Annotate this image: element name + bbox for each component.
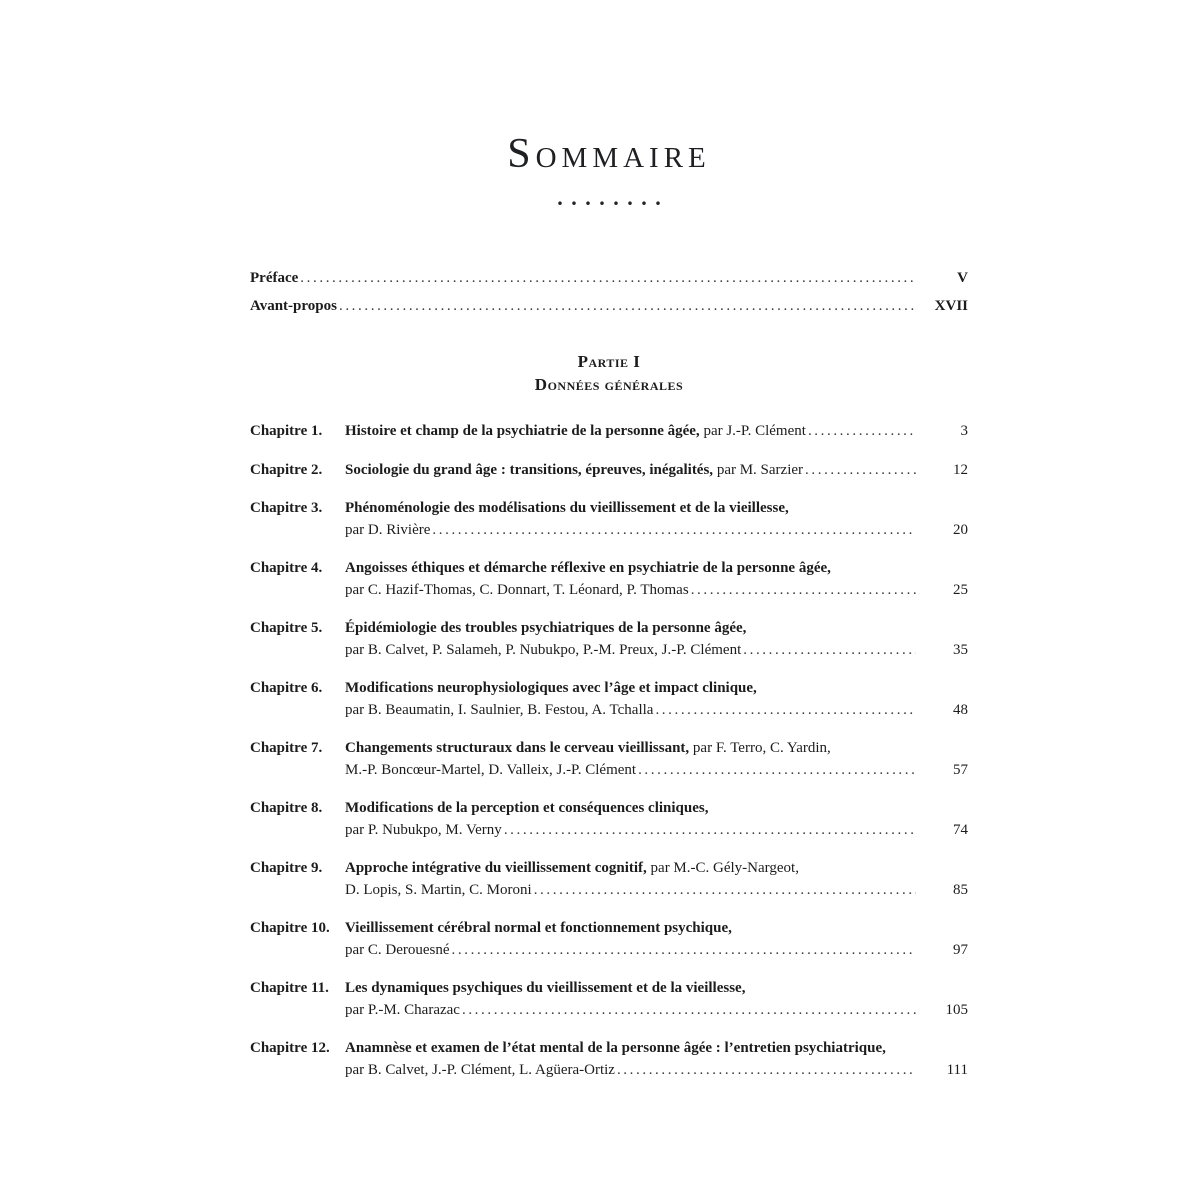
dot-leader [339,292,916,320]
chapter-title: Sociologie du grand âge : transitions, épreuves, inégalités, [345,461,714,478]
front-matter-title: Avant-propos [250,298,337,314]
chapter-label: Chapitre 12. [250,1040,330,1056]
page-title: Sommaire [507,131,711,177]
page-number: 35 [953,641,968,658]
chapter-title: Modifications de la perception et conséquences cliniques, [345,800,709,816]
toc-entry-chapter-8 [250,798,968,841]
page-number: 25 [953,581,968,598]
page-number: 20 [953,521,968,538]
toc-entry-chapter-2 [250,460,968,482]
chapter-title: Approche intégrative du vieillissement cognitif, [345,860,647,876]
part-heading [250,350,968,396]
chapter-label: Chapitre 9. [250,860,323,876]
chapter-authors: par C. Derouesné [345,941,450,958]
chapter-title: Épidémiologie des troubles psychiatriques de la personne âgée, [345,620,747,636]
part-title: Données générales [534,375,684,394]
chapter-authors: D. Lopis, S. Martin, C. Moroni [345,881,532,898]
toc-entry-chapter-9 [250,858,968,901]
chapter-authors: par C. Hazif-Thomas, C. Donnart, T. Léonard, P. Thomas [345,581,689,598]
page-number: 111 [946,1061,968,1078]
page-number: 57 [953,761,968,778]
chapter-title: Modifications neurophysiologiques avec l’âge et impact clinique, [345,680,757,696]
page-number: 85 [953,881,968,898]
toc-entry-chapter-11 [250,978,968,1021]
toc-entry-chapter-5 [250,618,968,661]
toc-entry-chapter-1 [250,421,968,443]
dot-leader [691,580,916,602]
toc-entry-chapter-10 [250,918,968,961]
chapter-authors: par P. Nubukpo, M. Verny [345,821,502,838]
chapter-label: Chapitre 3. [250,500,323,516]
toc-entry-chapter-7 [250,738,968,781]
dot-leader [504,820,916,842]
dot-leader [655,700,916,722]
chapter-title: Histoire et champ de la psychiatrie de la personne âgée, [345,423,700,439]
chapter-title: Vieillissement cérébral normal et fonctionnement psychique, [345,920,732,936]
page-number: 3 [960,423,968,439]
page-number: 12 [953,461,968,478]
dot-leader [452,940,916,962]
dot-leader [808,421,916,443]
chapter-authors: par F. Terro, C. Yardin, [689,740,831,756]
chapter-authors: par D. Rivière [345,521,431,538]
front-matter-title: Préface [250,270,299,286]
page-number: 74 [953,821,968,838]
chapter-authors: M.-P. Boncœur-Martel, D. Valleix, J.-P. Clément [345,761,637,778]
chapter-title: Phénoménologie des modélisations du vieillissement et de la vieillesse, [345,500,789,516]
chapter-label: Chapitre 11. [250,980,329,996]
toc-entry-avant-propos [250,292,968,320]
chapter-title: Angoisses éthiques et démarche réflexive en psychiatrie de la personne âgée, [345,560,831,576]
toc-entry-chapter-4 [250,558,968,601]
dot-leader [534,880,916,902]
chapter-title: Changements structuraux dans le cerveau vieillissant, [345,740,690,756]
chapter-label: Chapitre 7. [250,740,323,756]
front-matter-section [250,264,968,320]
toc-entry-chapter-6 [250,678,968,721]
dot-leader [743,640,916,662]
chapter-authors: par J.-P. Clément [699,423,806,439]
chapter-authors: par M.-C. Gély-Nargeot, [646,860,799,876]
chapter-authors: par M. Sarzier [713,461,804,478]
toc-entry-chapter-12 [250,1038,968,1081]
dot-leader [300,264,916,292]
page-number: XVII [934,298,968,314]
page-number: 48 [953,701,968,718]
chapter-label: Chapitre 2. [250,461,323,478]
chapter-authors: par B. Calvet, J.-P. Clément, L. Agüera-Ortiz [345,1061,615,1078]
title-divider-dots: ........ [557,185,670,210]
dot-leader [462,1000,916,1022]
chapter-title: Les dynamiques psychiques du vieillissement et de la vieillesse, [345,980,746,996]
dot-leader [432,520,916,542]
chapter-label: Chapitre 6. [250,680,323,696]
chapter-label: Chapitre 4. [250,560,323,576]
chapter-label: Chapitre 10. [250,920,330,936]
part-number: Partie I [577,352,641,371]
toc-entry-chapter-3 [250,498,968,541]
chapter-authors: par B. Beaumatin, I. Saulnier, B. Festou, A. Tchalla [345,701,654,718]
page-number: 105 [945,1001,968,1018]
chapter-authors: par B. Calvet, P. Salameh, P. Nubukpo, P.-M. Preux, J.-P. Clément [345,641,742,658]
dot-leader [617,1060,916,1082]
dot-leader [638,760,916,782]
chapter-authors: par P.-M. Charazac [345,1001,460,1018]
chapter-label: Chapitre 8. [250,800,323,816]
chapter-label: Chapitre 1. [250,423,323,439]
toc-entries [250,421,968,1081]
chapter-title: Anamnèse et examen de l’état mental de la personne âgée : l’entretien psychiatrique, [345,1040,886,1056]
toc-entry-preface [250,264,968,292]
chapter-label: Chapitre 5. [250,620,323,636]
page-number: V [957,270,968,286]
dot-leader [805,460,916,482]
page-number: 97 [953,941,968,958]
